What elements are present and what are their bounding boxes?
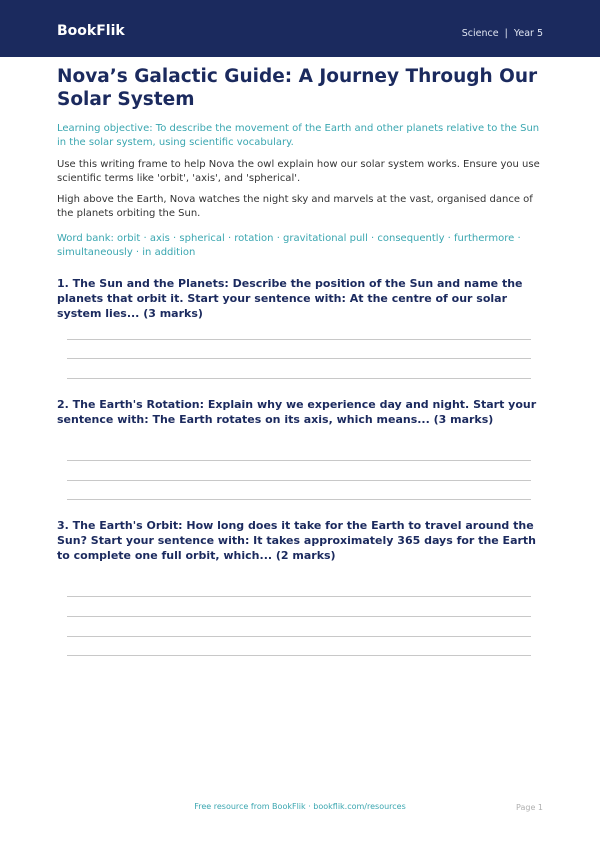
answer-line[interactable] <box>67 480 531 481</box>
header-bar <box>0 0 600 57</box>
brand-logo-text[interactable]: BookFlik <box>57 23 125 39</box>
question-3: 3. The Earth's Orbit: How long does it take for the Earth to travel around the Sun? Start your sentence with: It takes approximately 365 days for the Earth to complete one full orbit, which... (2 marks) <box>57 519 537 562</box>
answer-line[interactable] <box>67 499 531 500</box>
year-label: Year 5 <box>513 28 543 39</box>
answer-line[interactable] <box>67 378 531 379</box>
answer-line[interactable] <box>67 616 531 617</box>
page-number: Page 1 <box>516 803 543 812</box>
page-title: Nova’s Galactic Guide: A Journey Through Our Solar System <box>57 66 538 110</box>
answer-line[interactable] <box>67 655 531 656</box>
question-1: 1. The Sun and the Planets: Describe the position of the Sun and name the planets that orbit it. Start your sentence with: At the centre of our solar system lies... (3 marks) <box>57 277 523 320</box>
answer-line[interactable] <box>67 636 531 637</box>
word-bank: Word bank: orbit · axis · spherical · rotation · gravitational pull · consequently · furthermore · simultaneously · in addition <box>57 233 521 258</box>
answer-line[interactable] <box>67 358 531 359</box>
answer-line[interactable] <box>67 460 531 461</box>
subject-label: Science <box>461 28 499 39</box>
learning-objective: Learning objective: To describe the movement of the Earth and other planets relative to the Sun in the solar system, using scientific vocabulary. <box>57 123 540 148</box>
intro-paragraph: Use this writing frame to help Nova the owl explain how our solar system works. Ensure you use scientific terms like 'orbit', 'axis', and 'spherical'. <box>57 159 540 184</box>
header-meta <box>462 28 543 40</box>
footer-resource-link[interactable]: Free resource from BookFlik · bookflik.com/resources <box>194 802 406 811</box>
header-separator: | <box>504 28 508 39</box>
intro-paragraph: High above the Earth, Nova watches the night sky and marvels at the vast, organised dance of the planets orbiting the Sun. <box>57 194 533 219</box>
answer-line[interactable] <box>67 596 531 597</box>
answer-line[interactable] <box>67 339 531 340</box>
question-2: 2. The Earth's Rotation: Explain why we experience day and night. Start your sentence with: The Earth rotates on its axis, which means... (3 marks) <box>57 398 537 426</box>
